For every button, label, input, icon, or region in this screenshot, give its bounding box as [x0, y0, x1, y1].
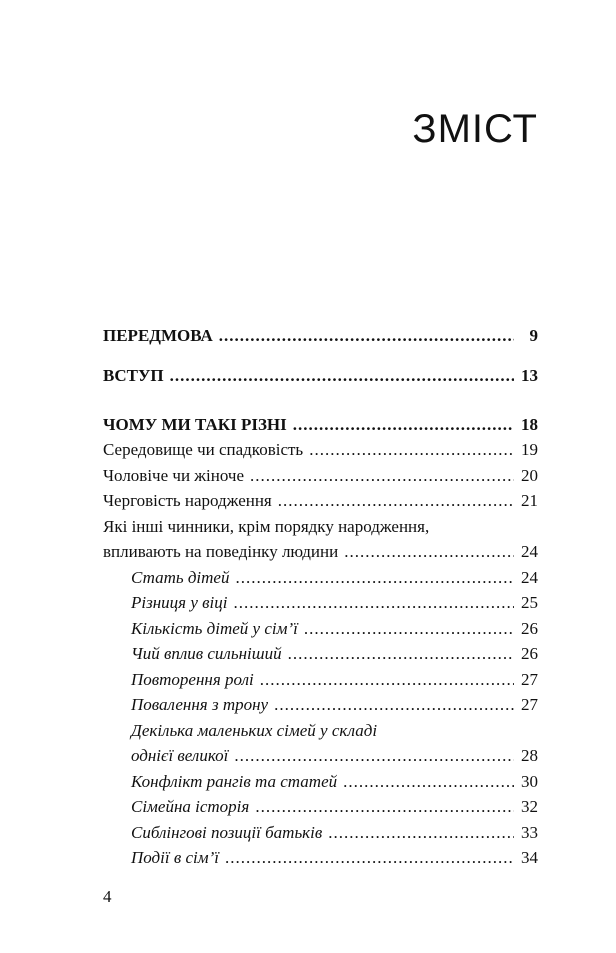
toc-entry-line2 [103, 542, 538, 568]
toc-entry-label: Сиблінгові позиції батьків [131, 822, 323, 842]
dot-leader [304, 619, 514, 639]
toc-page-number: 33 [521, 822, 538, 842]
dot-leader [293, 415, 514, 435]
dot-leader [278, 491, 514, 511]
section-gap [103, 396, 538, 410]
toc-page-number: 18 [521, 415, 538, 434]
toc-page-number: 26 [521, 618, 538, 638]
dot-leader [343, 772, 514, 792]
toc-entry-label: ПЕРЕДМОВА [103, 326, 213, 345]
toc-subentry-line1 [103, 721, 538, 747]
dot-leader [255, 797, 514, 817]
dot-leader [288, 644, 514, 664]
toc-entry-label: Середовище чи спадковість [103, 440, 304, 459]
toc-page-number: 27 [521, 695, 538, 714]
toc-page-number: 28 [521, 746, 538, 765]
page-number: 4 [103, 887, 112, 906]
toc-page-number: 20 [521, 465, 538, 485]
toc-page-number: 32 [521, 797, 538, 816]
toc-page-number: 24 [521, 542, 538, 561]
dot-leader [274, 695, 514, 715]
toc-entry-label: Черговість народження [103, 491, 272, 510]
toc-page-number: 30 [521, 771, 538, 791]
toc-entry-label: Повалення з трону [131, 695, 269, 714]
toc-entry-label: Різниця у віці [131, 593, 228, 612]
table-of-contents [103, 316, 538, 874]
toc-page-number: 26 [521, 644, 538, 663]
dot-leader [328, 823, 514, 843]
toc-subentry [103, 593, 538, 619]
toc-page-number: 27 [521, 669, 538, 689]
toc-page-number: 13 [521, 366, 538, 385]
dot-leader [225, 848, 514, 868]
toc-entry-label: Чоловіче чи жіноче [103, 465, 245, 485]
toc-entry-label: Стать дітей [131, 567, 230, 587]
toc-page-number: 9 [529, 326, 538, 345]
toc-entry [103, 491, 538, 517]
toc-subentry [103, 848, 538, 874]
toc-entry-label: Чий вплив сильніший [131, 644, 282, 663]
toc-entry-label: Сімейна історія [131, 797, 250, 816]
toc-subentry [103, 670, 538, 696]
toc-subentry [103, 797, 538, 823]
toc-entry-label: однієї великої [131, 746, 229, 765]
toc-subentry [103, 823, 538, 849]
toc-entry-foreword [103, 316, 538, 356]
toc-page-number: 24 [521, 567, 538, 587]
toc-entry-label: Конфлікт рангів та статей [131, 771, 338, 791]
toc-page-number: 34 [521, 848, 538, 867]
toc-page-number: 25 [521, 593, 538, 612]
toc-entry-line1 [103, 517, 538, 543]
dot-leader [344, 542, 514, 562]
toc-entry-label: ВСТУП [103, 366, 164, 385]
dot-leader [260, 670, 514, 690]
toc-entry-introduction [103, 356, 538, 396]
toc-page-number: 19 [521, 440, 538, 459]
dot-leader [219, 326, 514, 346]
toc-entry-label: Повторення ролі [131, 669, 254, 689]
toc-entry-label: Які інші чинники, крім порядку народження, [103, 516, 430, 536]
toc-entry-label: ЧОМУ МИ ТАКІ РІЗНІ [103, 415, 287, 434]
toc-subentry-line2 [103, 746, 538, 772]
dot-leader [309, 440, 514, 460]
toc-subentry [103, 772, 538, 798]
toc-entry [103, 440, 538, 466]
toc-subentry [103, 695, 538, 721]
dot-leader [170, 366, 514, 386]
dot-leader [234, 746, 514, 766]
toc-entry [103, 466, 538, 492]
toc-subentry [103, 644, 538, 670]
toc-subentry [103, 619, 538, 645]
toc-entry-label: Декілька маленьких сімей у складі [131, 720, 378, 740]
toc-entry-label: Кількість дітей у сім’ї [131, 618, 298, 638]
toc-entry-chapter [103, 410, 538, 440]
toc-page-number: 21 [521, 491, 538, 510]
toc-entry-label: Події в сім’ї [131, 848, 219, 867]
toc-subentry [103, 568, 538, 594]
page-title: ЗМІСТ [412, 107, 538, 151]
dot-leader [250, 466, 514, 486]
dot-leader [233, 593, 514, 613]
dot-leader [235, 568, 514, 588]
toc-entry-label: впливають на поведінку людини [103, 542, 339, 561]
